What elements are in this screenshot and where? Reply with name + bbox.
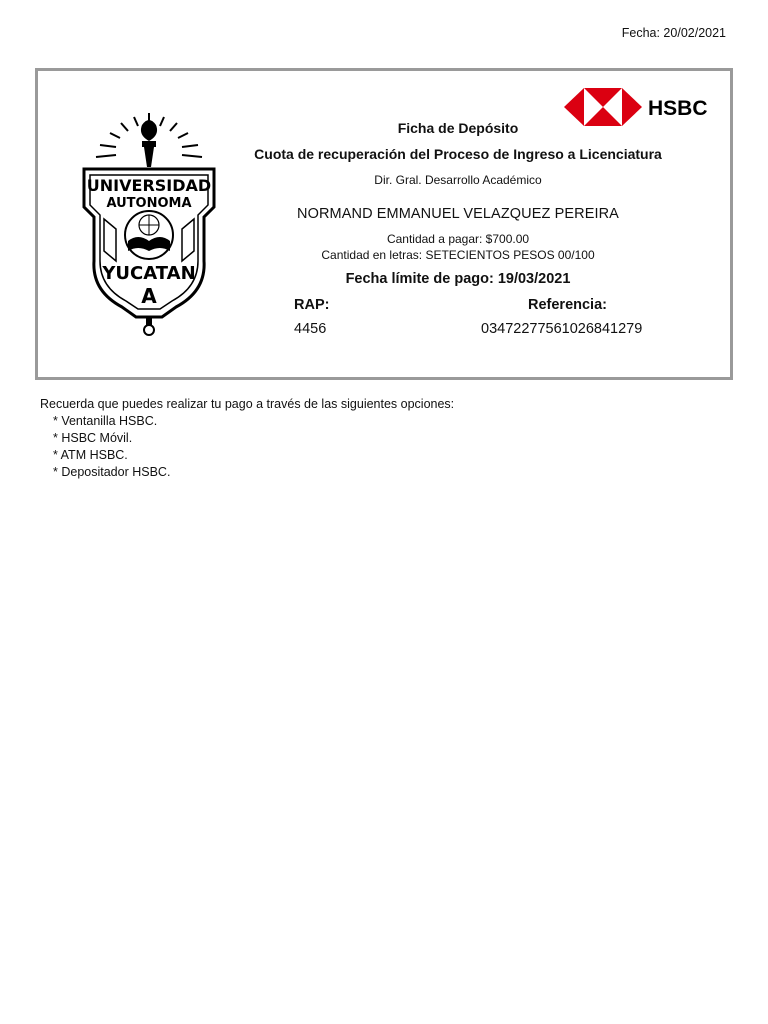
seal-text-yucatan: YUCATAN (102, 263, 196, 284)
amount: Cantidad a pagar: $700.00 (386, 232, 530, 246)
due-date: Fecha límite de pago: 19/03/2021 (345, 271, 571, 287)
payment-option: * Depositador HSBC. (53, 465, 171, 479)
rap-value: 4456 (294, 321, 327, 337)
payment-option: * HSBC Móvil. (53, 431, 133, 445)
seal-text-universidad: UNIVERSIDAD (86, 176, 212, 195)
amount-in-words: Cantidad en letras: SETECIENTOS PESOS 00/100 (321, 248, 595, 262)
slip-title: Ficha de Depósito (397, 120, 519, 136)
reference-value: 03472277561026841279 (481, 321, 643, 337)
print-date: Fecha: 20/02/2021 (621, 26, 726, 40)
payment-option: * ATM HSBC. (53, 448, 128, 462)
payment-options-intro: Recuerda que puedes realizar tu pago a través de las siguientes opciones: (40, 397, 455, 411)
seal-text-autonoma: AUTONOMA (106, 196, 192, 211)
student-name: NORMAND EMMANUEL VELAZQUEZ PEREIRA (297, 206, 619, 222)
deposit-slip (35, 68, 733, 380)
payment-option: * Ventanilla HSBC. (53, 414, 158, 428)
slip-subtitle: Cuota de recuperación del Proceso de Ingreso a Licenciatura (254, 146, 662, 162)
rap-label: RAP: (294, 297, 330, 313)
seal-text-a: A (141, 284, 157, 308)
department: Dir. Gral. Desarrollo Académico (374, 173, 542, 187)
university-seal-logo (76, 111, 222, 337)
reference-label: Referencia: (528, 297, 607, 313)
hsbc-wordmark: HSBC (648, 97, 708, 120)
payment-options (40, 396, 454, 481)
